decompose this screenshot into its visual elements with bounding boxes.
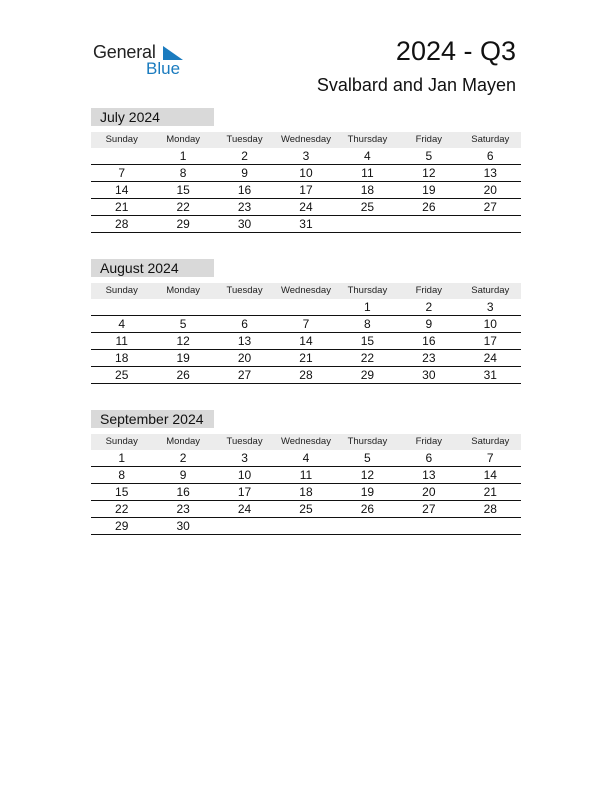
day-cell: 28 xyxy=(275,367,336,384)
day-cell: 21 xyxy=(460,484,521,501)
day-cell xyxy=(214,518,275,535)
week-row xyxy=(91,467,521,484)
day-cell: 2 xyxy=(152,450,213,467)
day-cell: 6 xyxy=(214,316,275,333)
day-cell: 28 xyxy=(91,216,152,233)
day-cell: 8 xyxy=(91,467,152,484)
day-cell: 30 xyxy=(398,367,459,384)
day-cell: 23 xyxy=(152,501,213,518)
weekday-header: Friday xyxy=(398,434,459,450)
generalblue-logo xyxy=(93,42,193,78)
day-cell: 23 xyxy=(214,199,275,216)
day-cell xyxy=(214,299,275,316)
day-cell xyxy=(275,518,336,535)
week-row xyxy=(91,367,521,384)
day-cell: 17 xyxy=(214,484,275,501)
day-cell: 30 xyxy=(152,518,213,535)
weekday-header: Tuesday xyxy=(214,283,275,299)
page-subtitle: Svalbard and Jan Mayen xyxy=(316,75,516,95)
day-cell: 24 xyxy=(460,350,521,367)
week-row xyxy=(91,450,521,467)
weekday-header: Wednesday xyxy=(275,434,336,450)
weekday-header: Monday xyxy=(152,132,213,148)
day-cell: 14 xyxy=(275,333,336,350)
day-cell: 17 xyxy=(275,182,336,199)
week-row xyxy=(91,484,521,501)
day-cell: 5 xyxy=(152,316,213,333)
weekday-header-row xyxy=(91,434,521,450)
weekday-header: Sunday xyxy=(91,132,152,148)
weekday-header: Thursday xyxy=(337,434,398,450)
weekday-header: Thursday xyxy=(337,132,398,148)
day-cell: 4 xyxy=(337,148,398,165)
day-cell xyxy=(398,216,459,233)
weekday-header: Friday xyxy=(398,283,459,299)
weekday-header: Saturday xyxy=(460,132,521,148)
day-cell: 29 xyxy=(337,367,398,384)
weekday-header: Saturday xyxy=(460,283,521,299)
day-cell: 26 xyxy=(337,501,398,518)
weekday-header: Saturday xyxy=(460,434,521,450)
day-cell: 5 xyxy=(337,450,398,467)
day-cell: 10 xyxy=(460,316,521,333)
day-cell: 28 xyxy=(460,501,521,518)
day-cell: 12 xyxy=(337,467,398,484)
day-cell: 22 xyxy=(337,350,398,367)
week-row xyxy=(91,148,521,165)
weekday-header-row xyxy=(91,283,521,299)
month-title: July 2024 xyxy=(91,108,214,126)
day-cell: 1 xyxy=(152,148,213,165)
week-row xyxy=(91,299,521,316)
day-cell: 7 xyxy=(91,165,152,182)
day-cell: 11 xyxy=(337,165,398,182)
day-cell: 20 xyxy=(460,182,521,199)
day-cell xyxy=(152,299,213,316)
day-cell: 1 xyxy=(337,299,398,316)
weekday-header: Sunday xyxy=(91,434,152,450)
day-cell: 3 xyxy=(214,450,275,467)
day-cell: 7 xyxy=(275,316,336,333)
day-cell: 31 xyxy=(275,216,336,233)
day-cell: 20 xyxy=(398,484,459,501)
day-cell: 14 xyxy=(91,182,152,199)
week-row xyxy=(91,501,521,518)
day-cell: 22 xyxy=(152,199,213,216)
day-cell: 10 xyxy=(275,165,336,182)
weekday-header: Tuesday xyxy=(214,434,275,450)
day-cell: 13 xyxy=(214,333,275,350)
day-cell: 16 xyxy=(214,182,275,199)
day-cell: 25 xyxy=(337,199,398,216)
week-row xyxy=(91,199,521,216)
day-cell: 21 xyxy=(91,199,152,216)
day-cell xyxy=(398,518,459,535)
day-cell: 24 xyxy=(214,501,275,518)
day-cell: 29 xyxy=(91,518,152,535)
day-cell xyxy=(91,299,152,316)
week-row xyxy=(91,518,521,535)
calendar-table xyxy=(91,434,521,535)
month-block xyxy=(91,410,521,535)
day-cell: 12 xyxy=(398,165,459,182)
day-cell: 12 xyxy=(152,333,213,350)
day-cell: 23 xyxy=(398,350,459,367)
day-cell: 19 xyxy=(152,350,213,367)
day-cell: 27 xyxy=(398,501,459,518)
day-cell: 26 xyxy=(152,367,213,384)
weekday-header: Friday xyxy=(398,132,459,148)
day-cell: 15 xyxy=(152,182,213,199)
day-cell: 20 xyxy=(214,350,275,367)
week-row xyxy=(91,333,521,350)
day-cell: 6 xyxy=(460,148,521,165)
month-block xyxy=(91,259,521,384)
weekday-header: Tuesday xyxy=(214,132,275,148)
day-cell: 29 xyxy=(152,216,213,233)
day-cell: 22 xyxy=(91,501,152,518)
day-cell: 21 xyxy=(275,350,336,367)
day-cell: 15 xyxy=(91,484,152,501)
weekday-header-row xyxy=(91,132,521,148)
day-cell: 9 xyxy=(214,165,275,182)
day-cell xyxy=(337,518,398,535)
logo-word-general: General xyxy=(93,42,156,62)
day-cell: 25 xyxy=(275,501,336,518)
calendar-table xyxy=(91,132,521,233)
day-cell: 31 xyxy=(460,367,521,384)
day-cell: 16 xyxy=(398,333,459,350)
day-cell: 9 xyxy=(152,467,213,484)
day-cell: 4 xyxy=(275,450,336,467)
day-cell: 2 xyxy=(214,148,275,165)
day-cell: 8 xyxy=(337,316,398,333)
day-cell: 27 xyxy=(214,367,275,384)
week-row xyxy=(91,165,521,182)
weekday-header: Wednesday xyxy=(275,132,336,148)
day-cell: 18 xyxy=(337,182,398,199)
weekday-header: Wednesday xyxy=(275,283,336,299)
day-cell xyxy=(337,216,398,233)
day-cell xyxy=(460,216,521,233)
day-cell: 19 xyxy=(398,182,459,199)
week-row xyxy=(91,216,521,233)
day-cell: 8 xyxy=(152,165,213,182)
day-cell: 11 xyxy=(91,333,152,350)
logo-triangle-icon xyxy=(163,46,183,60)
day-cell: 25 xyxy=(91,367,152,384)
day-cell: 19 xyxy=(337,484,398,501)
day-cell: 18 xyxy=(91,350,152,367)
day-cell: 17 xyxy=(460,333,521,350)
page-title: 2024 - Q3 xyxy=(395,36,516,66)
day-cell: 26 xyxy=(398,199,459,216)
day-cell: 10 xyxy=(214,467,275,484)
week-row xyxy=(91,316,521,333)
day-cell: 1 xyxy=(91,450,152,467)
day-cell: 15 xyxy=(337,333,398,350)
day-cell xyxy=(275,299,336,316)
day-cell: 3 xyxy=(460,299,521,316)
day-cell: 4 xyxy=(91,316,152,333)
day-cell: 3 xyxy=(275,148,336,165)
month-title: September 2024 xyxy=(91,410,214,428)
day-cell: 16 xyxy=(152,484,213,501)
calendar-table xyxy=(91,283,521,384)
day-cell: 27 xyxy=(460,199,521,216)
day-cell: 11 xyxy=(275,467,336,484)
weekday-header: Monday xyxy=(152,283,213,299)
day-cell: 24 xyxy=(275,199,336,216)
month-title: August 2024 xyxy=(91,259,214,277)
day-cell: 5 xyxy=(398,148,459,165)
day-cell: 18 xyxy=(275,484,336,501)
week-row xyxy=(91,350,521,367)
day-cell: 30 xyxy=(214,216,275,233)
day-cell: 9 xyxy=(398,316,459,333)
weekday-header: Sunday xyxy=(91,283,152,299)
day-cell xyxy=(91,148,152,165)
logo-word-blue: Blue xyxy=(146,59,181,78)
day-cell: 6 xyxy=(398,450,459,467)
day-cell: 2 xyxy=(398,299,459,316)
day-cell xyxy=(460,518,521,535)
month-block xyxy=(91,108,521,233)
day-cell: 7 xyxy=(460,450,521,467)
weekday-header: Thursday xyxy=(337,283,398,299)
day-cell: 13 xyxy=(398,467,459,484)
day-cell: 14 xyxy=(460,467,521,484)
day-cell: 13 xyxy=(460,165,521,182)
week-row xyxy=(91,182,521,199)
weekday-header: Monday xyxy=(152,434,213,450)
